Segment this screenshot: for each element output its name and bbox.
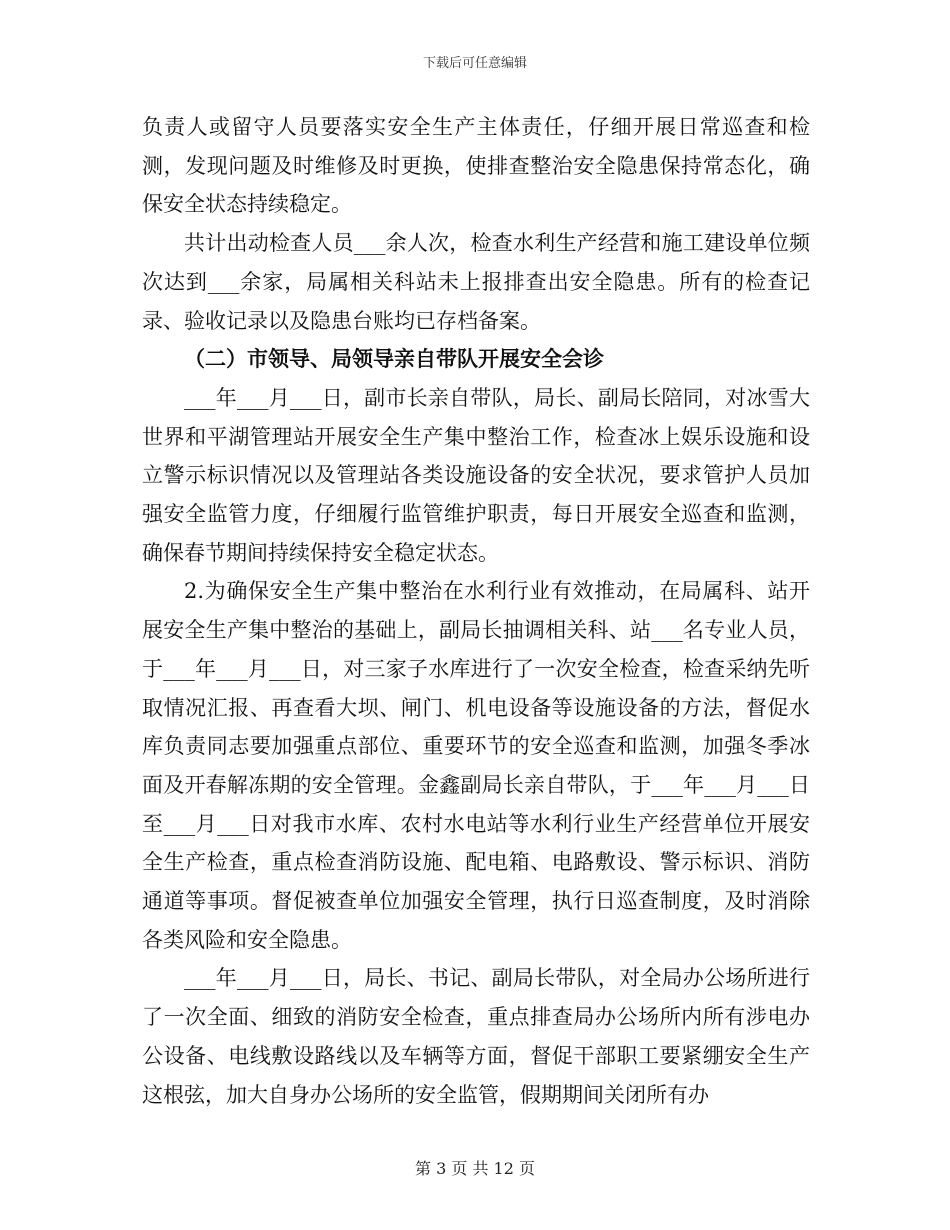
paragraph-vice-mayor-inspection: ___年___月___日，副市长亲自带队，局长、副局长陪同，对冰雪大世界和平湖管理站开展安全生产集中整治工作，检查冰上娱乐设施和设立警示标识情况以及管理站各类设施设备的安全状况，要求管护人员加强安全监管力度，仔细履行监管维护职责，每日开展安全巡查和监测，确保春节期间持续保持安全稳定状态。 (142, 385, 810, 565)
page-footer: 第 3 页 共 12 页 (415, 1159, 535, 1178)
paragraph-office-fire-inspection: ___年___月___日，局长、书记、副局长带队，对全局办公场所进行了一次全面、细致的消防安全检查，重点排查局办公场所内所有涉电办公设备、电线敷设路线以及车辆等方面，督促干部职工要紧绷安全生产这根弦，加大自身办公场所的安全监管，假期期间关闭所有办 (142, 966, 810, 1107)
document-body (142, 108, 810, 1114)
paragraph-reservoir-inspection: 2.为确保安全生产集中整治在水利行业有效推动，在局属科、站开展安全生产集中整治的基础上，副局长抽调相关科、站___名专业人员，于___年___月___日，对三家子水库进行了一次安全检查，检查采纳先听取情况汇报、再查看大坝、闸门、机电设备等设施设备的方法，督促水库负责同志要加强重点部位、重要环节的安全巡查和监测，加强冬季冰面及开春解冻期的安全管理。金鑫副局长亲自带队，于___年___月___日至___月___日对我市水库、农村水电站等水利行业生产经营单位开展安全生产检查，重点检查消防设施、配电箱、电路敷设、警示标识、消防通道等事项。督促被查单位加强安全管理，执行日巡查制度，及时消除各类风险和安全隐患。 (142, 579, 810, 952)
paragraph-continuation: 负责人或留守人员要落实安全生产主体责任，仔细开展日常巡查和检测，发现问题及时维修及时更换，使排查整治安全隐患保持常态化，确保安全状态持续稳定。 (142, 115, 810, 217)
page-header: 下载后可任意编辑 (422, 56, 527, 71)
paragraph-inspection-summary: 共计出动检查人员___余人次，检查水利生产经营和施工建设单位频次达到___余家，局属相关科站未上报排查出安全隐患。所有的检查记录、验收记录以及隐患台账均已存档备案。 (142, 231, 810, 333)
section-heading: （二）市领导、局领导亲自带队开展安全会诊 (184, 346, 604, 372)
